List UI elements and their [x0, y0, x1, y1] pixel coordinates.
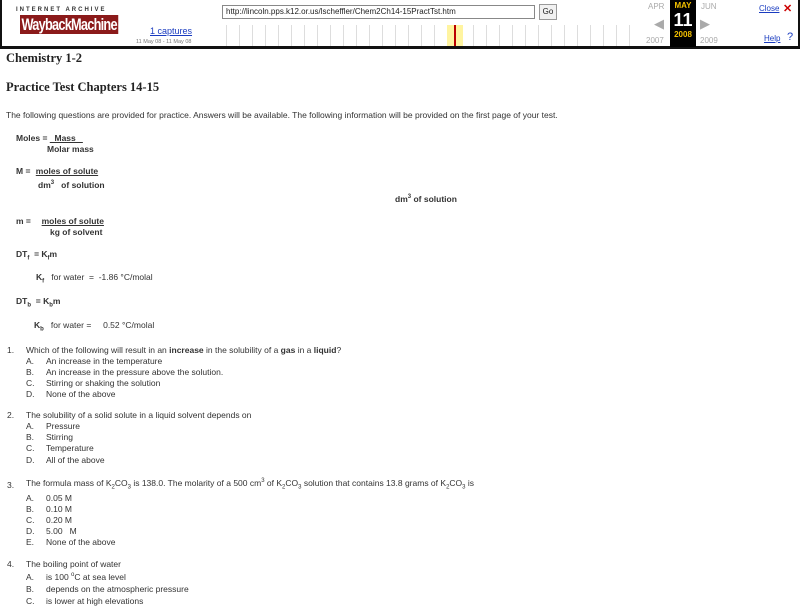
option-letter: E. [26, 537, 35, 547]
close-icon[interactable]: ✕ [783, 3, 793, 15]
option-text: An increase in the temperature [46, 356, 163, 366]
option-letter: A. [26, 421, 35, 431]
next-arrow-icon[interactable]: ▶ [700, 16, 710, 31]
option-text: None of the above [46, 537, 116, 547]
option-letter: A. [26, 493, 35, 503]
current-month: MAY [674, 1, 692, 10]
option-letter: A. [26, 356, 35, 366]
prev-month[interactable]: APR [648, 2, 665, 11]
question-2-text: The solubility of a solid solute in a liquid solvent depends on [26, 410, 252, 420]
option-letter: C. [26, 515, 35, 525]
option-text: An increase in the pressure above the solution. [46, 367, 224, 377]
question-1-number: 1. [7, 345, 15, 355]
option-letter: B. [26, 367, 35, 377]
url-input[interactable]: http://lincoln.pps.k12.or.us/lscheffler/Chem2Ch14-15PractTst.htm [222, 5, 535, 19]
formula-molality: m = moles of solute [16, 216, 104, 226]
wayback-toolbar [0, 0, 800, 49]
question-4-text: The boiling point of water [26, 559, 121, 569]
question-3-number: 3. [7, 480, 15, 490]
next-month[interactable]: JUN [701, 2, 717, 11]
formula-dtf: $DT_f = K_fm$ [16, 249, 58, 262]
option-letter: B. [26, 432, 35, 442]
option-letter: C. [26, 378, 35, 388]
option-text: 0.20 M [46, 515, 72, 525]
option-text: 5.00 M [46, 526, 77, 536]
formula-molality-den: kg of solvent [50, 227, 103, 237]
option-text: 0.05 M [46, 493, 72, 503]
option-text: Stirring [46, 432, 73, 442]
question-4-number: 4. [7, 559, 15, 569]
formula-moles-den: Molar mass [47, 144, 94, 154]
option-letter: D. [26, 389, 35, 399]
option-letter: C. [26, 443, 35, 453]
option-letter: D. [26, 455, 35, 465]
intro-text: The following questions are provided for practice. Answers will be available. The following information will be provided on the first page of your test. [6, 110, 558, 120]
formula-dtb: $DT_b = K_bm$ [16, 296, 61, 309]
next-year[interactable]: 2009 [700, 36, 718, 45]
formula-kf: $K_f$ for water = -1.86 °C/molal [36, 272, 153, 285]
option-letter: B. [26, 504, 35, 514]
timeline[interactable] [214, 25, 642, 46]
question-1-text: Which of the following will result in an increase in the solubility of a gas in a liquid? [26, 345, 342, 355]
captures-link[interactable]: 1 captures [150, 26, 193, 36]
capture-range: 11 May 08 - 11 May 08 [136, 39, 192, 45]
current-date [670, 0, 696, 47]
help-icon[interactable]: ? [787, 31, 794, 43]
formula-molarity: M = moles of solute [16, 166, 99, 176]
timeline-capture-marker[interactable] [447, 25, 463, 46]
option-text: None of the above [46, 389, 116, 399]
option-letter: A. [26, 572, 35, 582]
logo-top-text: INTERNET ARCHIVE [16, 7, 107, 13]
option-text: is lower at high elevations [46, 596, 144, 606]
question-3-text: The formula mass of $K_2CO_3$ is 138.0. The molarity of a 500 $cm^3$ of $K_2CO_3$ solution that contains 13.8 grams of $K_2CO_3$ is [26, 478, 474, 491]
option-text: Stirring or shaking the solution [46, 378, 161, 388]
close-link[interactable]: Close [759, 4, 780, 13]
option-text: depends on the atmospheric pressure [46, 584, 189, 594]
option-text: Temperature [46, 443, 94, 453]
help-link[interactable]: Help [764, 34, 781, 43]
option-letter: C. [26, 596, 35, 606]
question-2-number: 2. [7, 410, 15, 420]
page-subtitle: Practice Test Chapters 14-15 [6, 80, 160, 94]
current-year: 2008 [674, 30, 692, 39]
option-text: is 100 $^o$C at sea level [46, 572, 126, 582]
option-letter: D. [26, 526, 35, 536]
go-button[interactable]: Go [539, 4, 557, 20]
option-letter: B. [26, 584, 35, 594]
option-text: 0.10 M [46, 504, 72, 514]
prev-year[interactable]: 2007 [646, 36, 664, 45]
formula-moles: Moles = Mass [16, 133, 83, 143]
wayback-logo[interactable]: WaybackMachine [21, 15, 117, 34]
current-day: 11 [673, 10, 693, 30]
prev-arrow-icon[interactable]: ◀ [654, 16, 664, 31]
option-text: All of the above [46, 455, 105, 465]
formula-kb: $K_b$ for water = 0.52 °C/molal [34, 320, 155, 333]
stray-unit-text: $dm^3$ of solution [395, 194, 457, 204]
formula-molarity-den: $dm^3$ of solution [38, 180, 105, 190]
page-title: Chemistry 1-2 [6, 51, 83, 65]
option-text: Pressure [46, 421, 81, 431]
